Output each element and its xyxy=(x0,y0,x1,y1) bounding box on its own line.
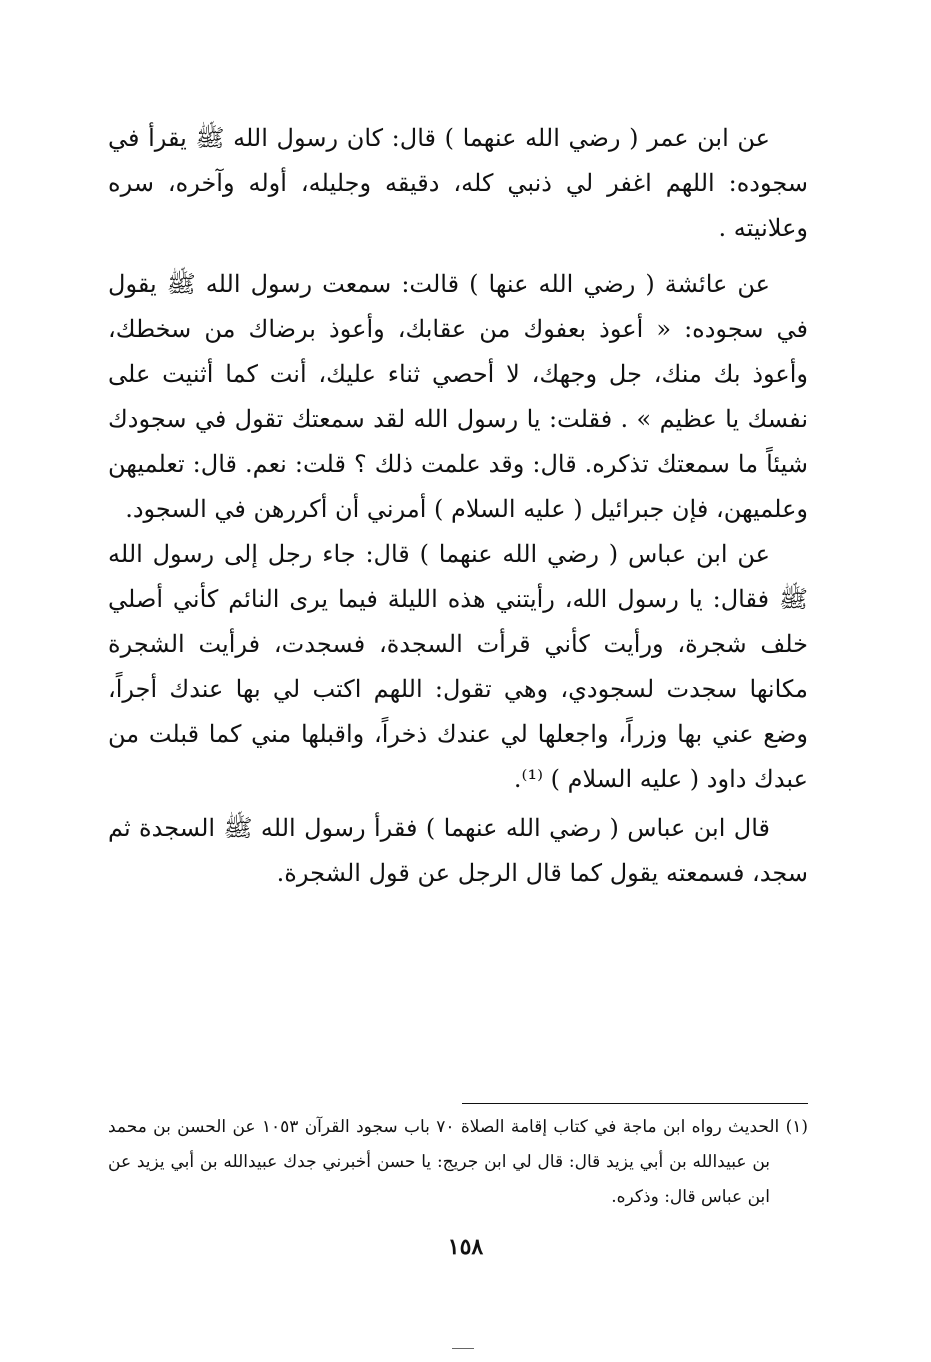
page-number: ١٥٨ xyxy=(447,1234,484,1260)
paragraph-text: عن ابن عمر ( رضي الله عنهما ) قال: كان رسول الله ﷺ يقرأ في سجوده: اللهم اغفر لي ذنبي كله، دقيقه وجليله، أوله وآخره، سره وعلانيته . xyxy=(108,124,808,242)
hadith-paragraph-ibn-abbas xyxy=(108,532,808,802)
hadith-paragraph-aisha xyxy=(108,262,808,532)
footnote-divider xyxy=(462,1103,808,1104)
footnote-text: (١) الحديث رواه ابن ماجة في كتاب إقامة الصلاة ٧٠ باب سجود القرآن ١٠٥٣ عن الحسن بن محمد بن عبيدالله بن أبي يزيد قال: قال لي ابن جريج: يا حسن أخبرني جدك عبيدالله بن أبي يزيد عن ابن عباس قال: وذكره. xyxy=(108,1117,808,1207)
hadith-paragraph-ibn-abbas-continued xyxy=(108,806,808,896)
hadith-paragraph-ibn-umar xyxy=(108,116,808,251)
paragraph-text: عن عائشة ( رضي الله عنها ) قالت: سمعت رسول الله ﷺ يقول في سجوده: « أعوذ بعفوك من عقابك، وأعوذ برضاك من سخطك، وأعوذ بك منك، جل وجهك، لا أحصي ثناء عليك، أنت كما أثنيت على نفسك يا عظيم » . فقلت: يا رسول الله لقد سمعتك تقول في سجودك شيئاً ما سمعتك تذكره. قال: وقد علمت ذلك ؟ قلت: نعم. قال: تعلميهن وعلميهن، فإن جبرائيل ( عليه السلام ) أمرني أن أكررهن في السجود. xyxy=(108,270,808,523)
footnote xyxy=(108,1110,808,1215)
paragraph-text: قال ابن عباس ( رضي الله عنهما ) فقرأ رسول الله ﷺ السجدة ثم سجد، فسمعته يقول كما قال الرجل عن قول الشجرة. xyxy=(108,814,808,887)
paragraph-text: عن ابن عباس ( رضي الله عنهما ) قال: جاء رجل إلى رسول الله ﷺ فقال: يا رسول الله، رأيتني هذه الليلة فيما يرى النائم كأني أصلي خلف شجرة، ورأيت كأني قرأت السجدة، فسجدت، فرأيت الشجرة مكانها سجدت لسجودي، وهي تقول: اللهم اكتب لي بها عندك أجراً، وضع عني بها وزراً، واجعلها لي عندك ذخراً، واقبلها مني كما قبلت من عبدك داود ( عليه السلام ) ⁽¹⁾. xyxy=(108,540,808,793)
scan-mark xyxy=(452,1348,474,1349)
